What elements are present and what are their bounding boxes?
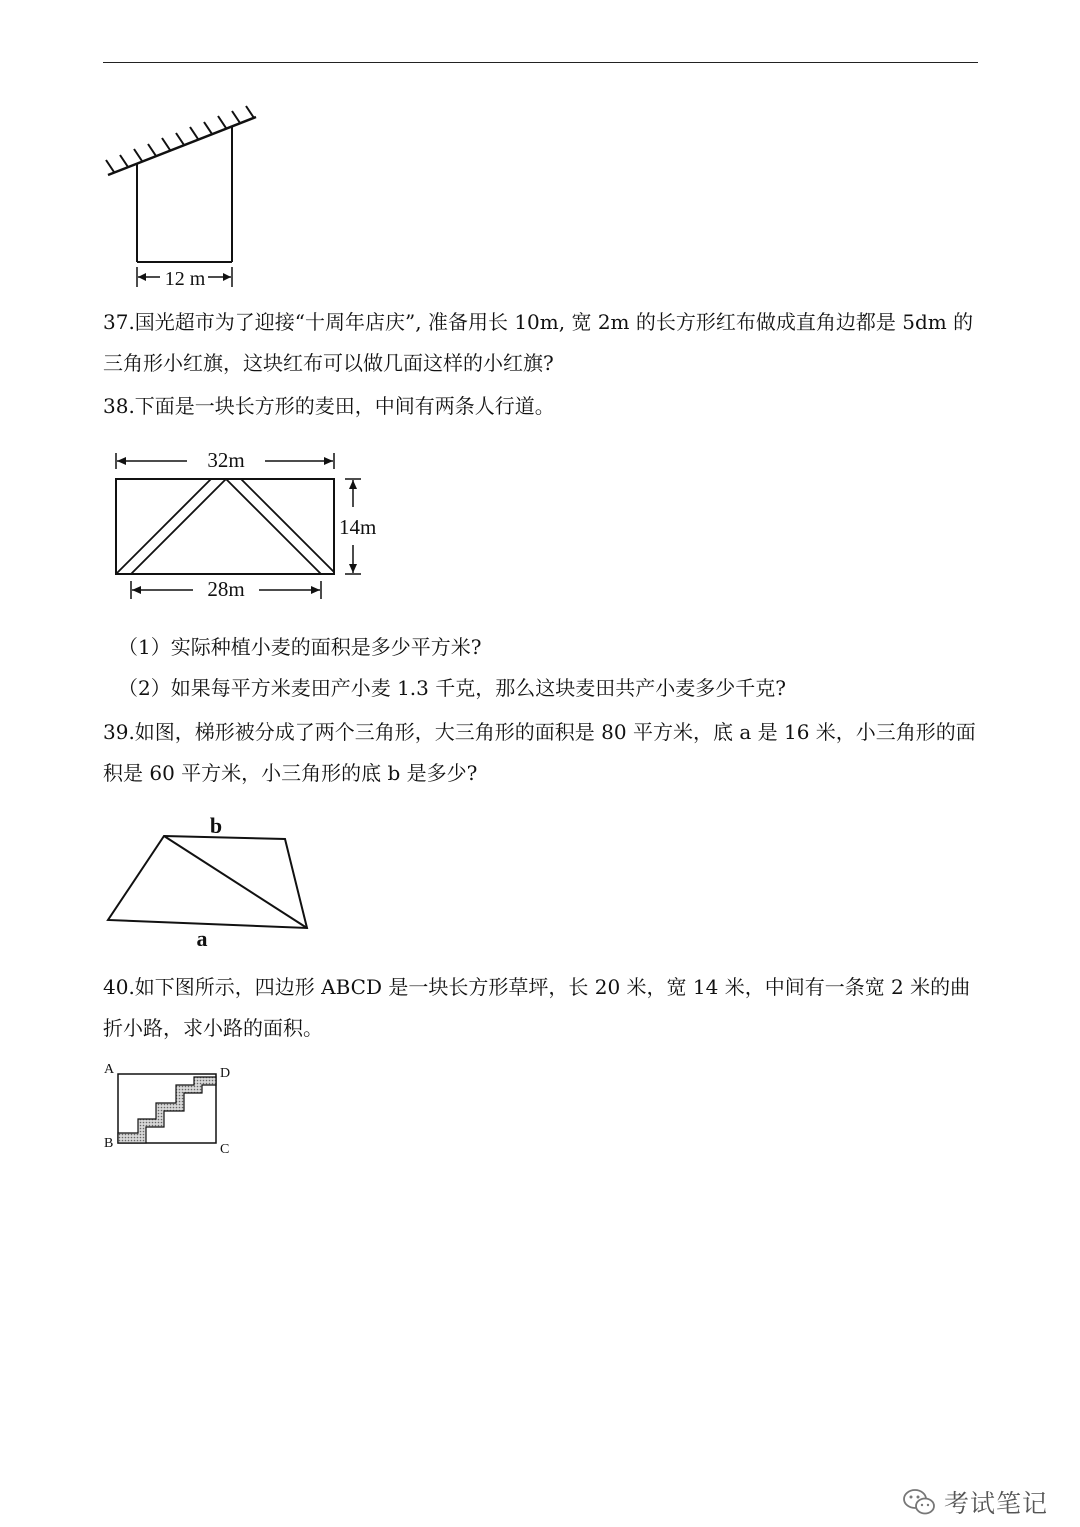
trapezoid-bottom-label: a bbox=[196, 926, 208, 951]
watermark-text: 考试笔记 bbox=[943, 1489, 1048, 1518]
figure-wheat-field bbox=[105, 445, 395, 605]
question-38: 38.下面是一块长方形的麦田，中间有两条人行道。 bbox=[103, 394, 555, 418]
wechat-icon bbox=[902, 1488, 936, 1516]
header-rule bbox=[103, 62, 978, 63]
corner-d-label: D bbox=[220, 1066, 231, 1081]
corner-c-label: C bbox=[220, 1142, 230, 1157]
field-bottom-label: 28m bbox=[207, 577, 245, 601]
corner-a-label: A bbox=[104, 1062, 115, 1077]
figure-shed bbox=[100, 105, 270, 295]
question-40: 40.如下图所示，四边形 ABCD 是一块长方形草坪，长 20 米，宽 14 米，中间有一条宽 2 米的曲折小路，求小路的面积。 bbox=[103, 975, 971, 1040]
question-37: 37.国光超市为了迎接“十周年店庆”, 准备用长 10m, 宽 2m 的长方形红布做成直角边都是 5dm 的三角形小红旗，这块红布可以做几面这样的小红旗? bbox=[103, 310, 974, 375]
field-right-label: 14m bbox=[339, 515, 377, 539]
watermark bbox=[902, 1482, 1048, 1522]
shed-width-label: 12 m bbox=[164, 268, 206, 290]
question-39: 39.如图，梯形被分成了两个三角形，大三角形的面积是 80 平方米，底 a 是 16 米，小三角形的面积是 60 平方米，小三角形的底 b 是多少? bbox=[103, 720, 976, 785]
trapezoid-top-label: b bbox=[209, 813, 223, 838]
figure-trapezoid bbox=[100, 810, 320, 955]
field-top-label: 32m bbox=[207, 448, 245, 472]
corner-b-label: B bbox=[104, 1136, 114, 1151]
figure-lawn-path bbox=[100, 1055, 240, 1160]
question-38-part-1: （1）实际种植小麦的面积是多少平方米? bbox=[118, 635, 482, 659]
question-38-part-2: （2）如果每平方米麦田产小麦 1.3 千克，那么这块麦田共产小麦多少千克? bbox=[118, 676, 786, 700]
